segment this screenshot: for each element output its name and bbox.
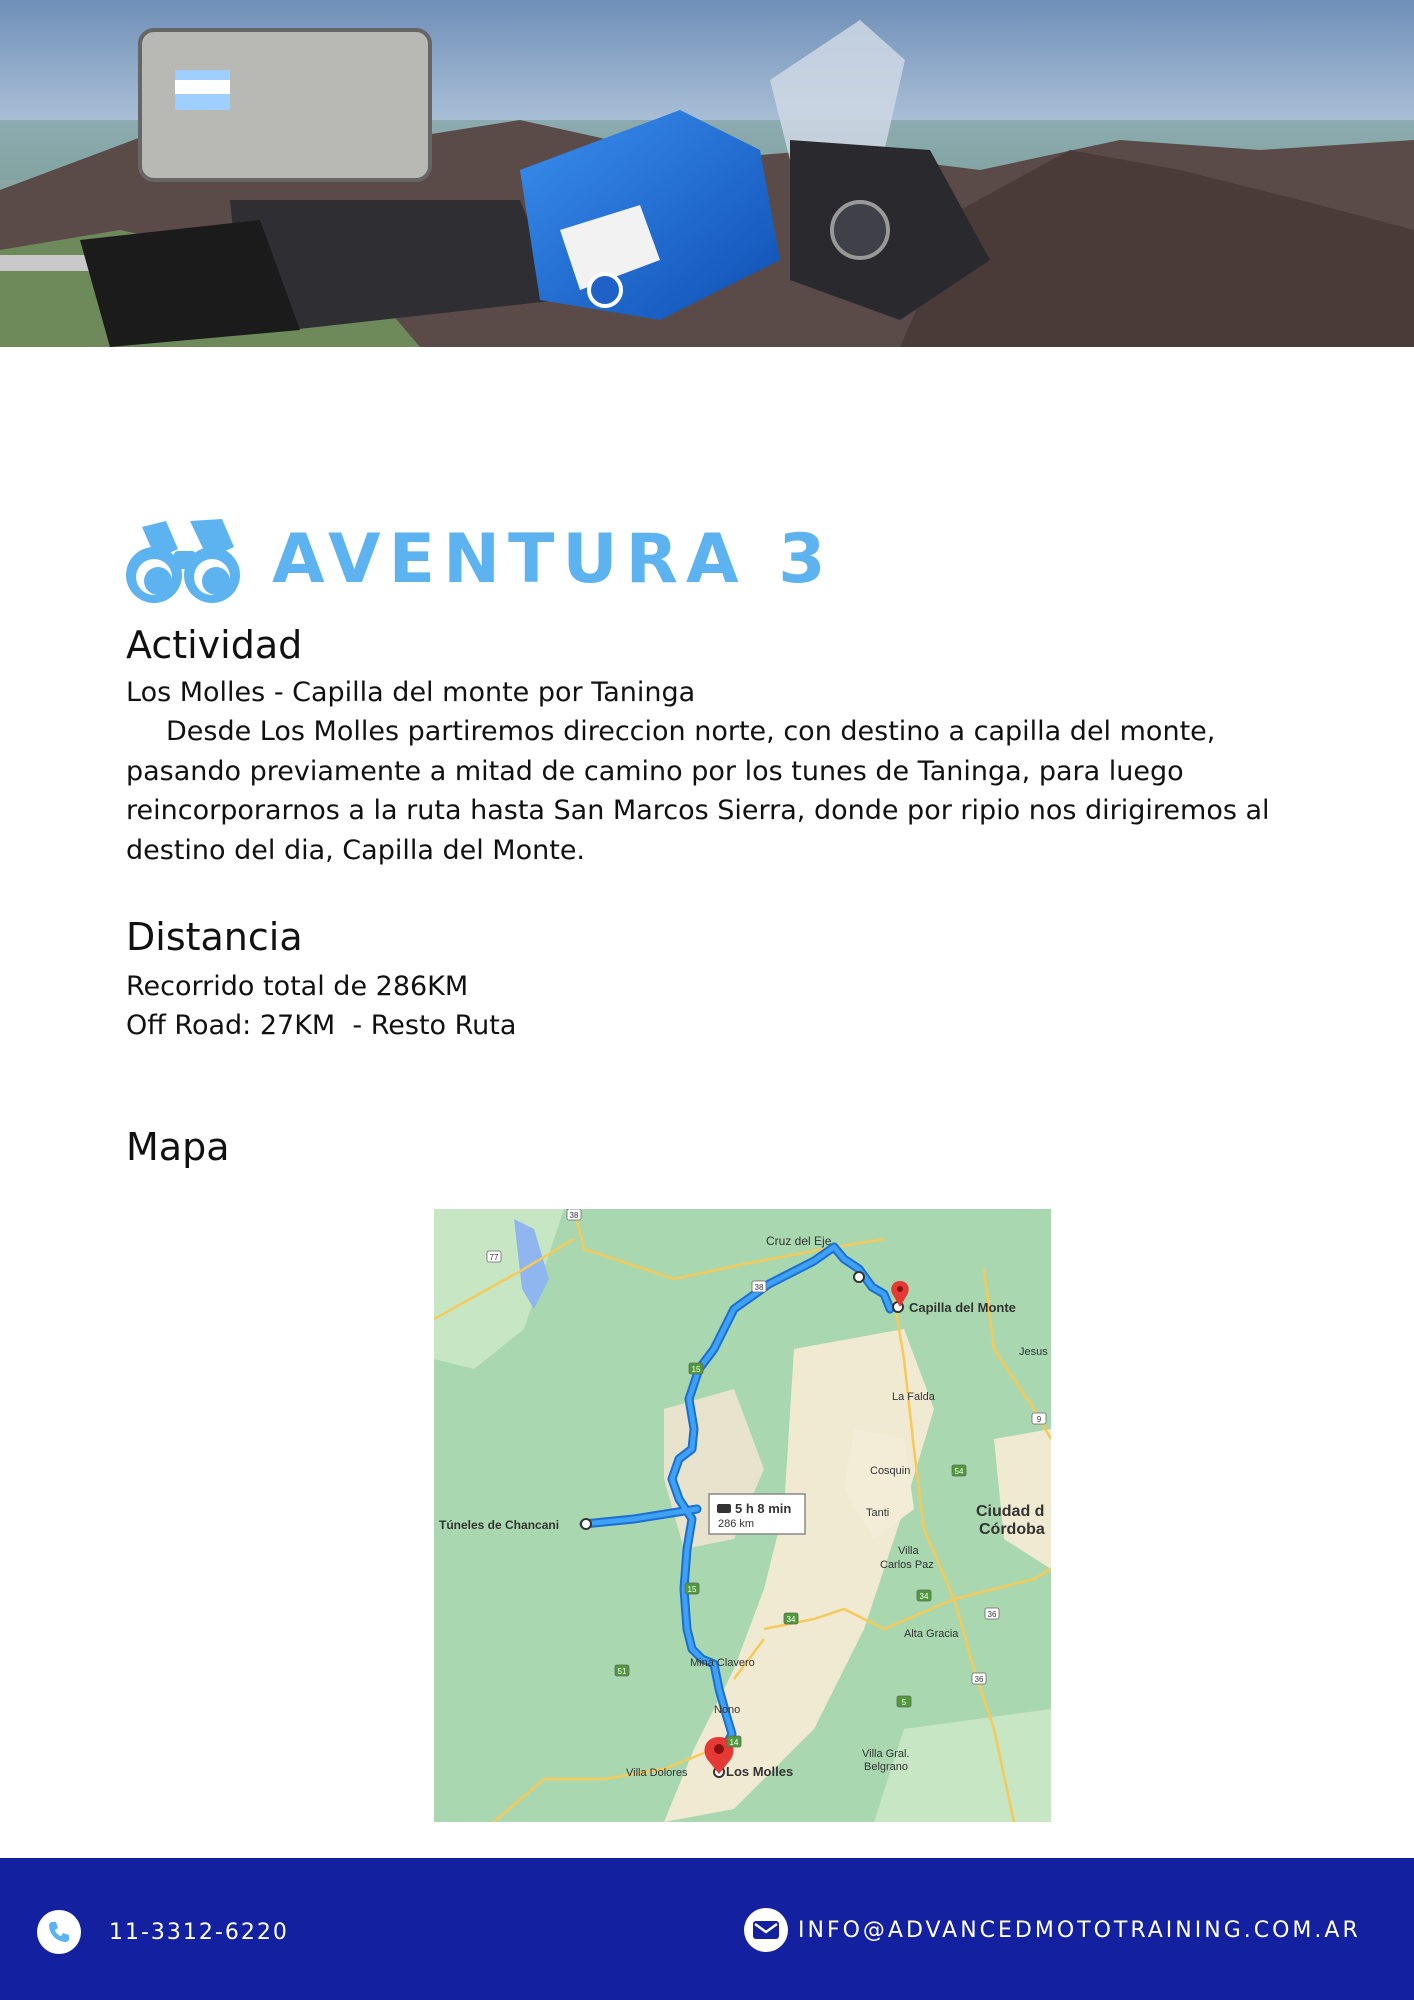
route-badge bbox=[709, 1494, 805, 1534]
place-villa: Villa bbox=[898, 1545, 919, 1557]
place-los-molles: Los Molles bbox=[726, 1764, 794, 1779]
place-belgrano: Belgrano bbox=[864, 1761, 909, 1773]
road-number-badge bbox=[689, 1363, 703, 1374]
road-number-badge bbox=[897, 1696, 911, 1707]
place-tuneles: Túneles de Chancani bbox=[439, 1518, 560, 1532]
road-number-badge bbox=[917, 1590, 931, 1601]
road-number-label: 5 bbox=[901, 1698, 907, 1707]
distance-heading: Distancia bbox=[126, 915, 303, 959]
title-row bbox=[126, 510, 1286, 610]
road-number-badge bbox=[752, 1281, 766, 1292]
phone-contact[interactable] bbox=[37, 1910, 289, 1954]
road-number-badge bbox=[727, 1736, 741, 1747]
road-number-label: 15 bbox=[687, 1585, 697, 1594]
road-number-label: 36 bbox=[974, 1675, 984, 1684]
activity-heading: Actividad bbox=[126, 623, 303, 667]
page-title: AVENTURA 3 bbox=[272, 520, 834, 599]
map-section bbox=[126, 1127, 1286, 1169]
road-number-label: 77 bbox=[489, 1253, 499, 1262]
distance-total: Recorrido total de 286KM bbox=[126, 970, 469, 1002]
road-number-badge bbox=[567, 1209, 581, 1220]
road-number-label: 15 bbox=[691, 1365, 701, 1374]
road-number-badge bbox=[952, 1465, 966, 1476]
road-number-badge bbox=[487, 1251, 501, 1262]
phone-icon bbox=[37, 1910, 81, 1954]
place-villa-dolores: Villa Dolores bbox=[626, 1767, 688, 1779]
route-map bbox=[434, 1209, 1051, 1822]
distance-offroad: Off Road: 27KM - Resto Ruta bbox=[126, 1010, 517, 1042]
activity-description: Desde Los Molles partiremos direccion norte, con destino a capilla del monte, pasando previamente a mitad de camino por los tunes de Taninga, para luego reincorporarnos a la ruta hasta San Marcos Sierra, donde por ripio nos dirigiremos al destino del dia, Capilla del Monte. bbox=[126, 716, 1270, 866]
mail-icon bbox=[744, 1908, 788, 1952]
place-villa-gral: Villa Gral. bbox=[862, 1748, 910, 1760]
road-number-badge bbox=[985, 1608, 999, 1619]
road-number-label: 38 bbox=[569, 1211, 579, 1220]
road-number-label: 34 bbox=[919, 1592, 929, 1601]
phone-number[interactable]: 11-3312-6220 bbox=[109, 1919, 289, 1945]
road-number-badge bbox=[784, 1613, 798, 1624]
binoculars-icon bbox=[126, 515, 242, 605]
road-number-label: 9 bbox=[1036, 1415, 1042, 1424]
road-number-badge bbox=[685, 1583, 699, 1594]
place-la-falda: La Falda bbox=[892, 1391, 935, 1403]
email-contact[interactable] bbox=[744, 1908, 1361, 1952]
road-number-label: 34 bbox=[786, 1615, 796, 1624]
route-duration: 5 h 8 min bbox=[735, 1501, 792, 1516]
activity-subtitle: Los Molles - Capilla del monte por Taninga bbox=[126, 676, 696, 708]
road-number-label: 54 bbox=[954, 1467, 964, 1476]
road-number-label: 51 bbox=[617, 1667, 627, 1676]
map-heading: Mapa bbox=[126, 1125, 230, 1169]
hero-image bbox=[0, 0, 1414, 347]
place-ciudad: Ciudad d bbox=[976, 1503, 1045, 1520]
activity-description-wrap bbox=[126, 712, 1286, 870]
place-nono: Nono bbox=[714, 1704, 741, 1716]
road-number-label: 14 bbox=[729, 1738, 739, 1747]
road-number-label: 36 bbox=[987, 1610, 997, 1619]
place-cordoba: Córdoba bbox=[979, 1521, 1045, 1538]
place-jesus: Jesus bbox=[1019, 1346, 1048, 1358]
place-alta-gracia: Alta Gracia bbox=[904, 1628, 959, 1640]
place-cosquin: Cosquin bbox=[870, 1465, 911, 1477]
activity-section bbox=[126, 625, 1286, 870]
distance-section bbox=[126, 917, 1286, 1046]
road-number-badge bbox=[615, 1665, 629, 1676]
place-tanti: Tanti bbox=[866, 1507, 890, 1519]
road-number-badge bbox=[1032, 1413, 1046, 1424]
route-distance: 286 km bbox=[718, 1518, 755, 1530]
content bbox=[126, 510, 1286, 1169]
place-capilla-del-monte: Capilla del Monte bbox=[909, 1300, 1016, 1315]
road-number-label: 38 bbox=[754, 1283, 764, 1292]
place-carlos-paz: Carlos Paz bbox=[880, 1559, 934, 1571]
place-cruz-del-eje: Cruz del Eje bbox=[766, 1234, 832, 1248]
road-number-badge bbox=[972, 1673, 986, 1684]
footer bbox=[0, 1858, 1414, 2000]
email-address[interactable]: INFO@ADVANCEDMOTOTRAINING.COM.AR bbox=[798, 1917, 1361, 1943]
place-mina-clavero: Mina Clavero bbox=[690, 1657, 755, 1669]
